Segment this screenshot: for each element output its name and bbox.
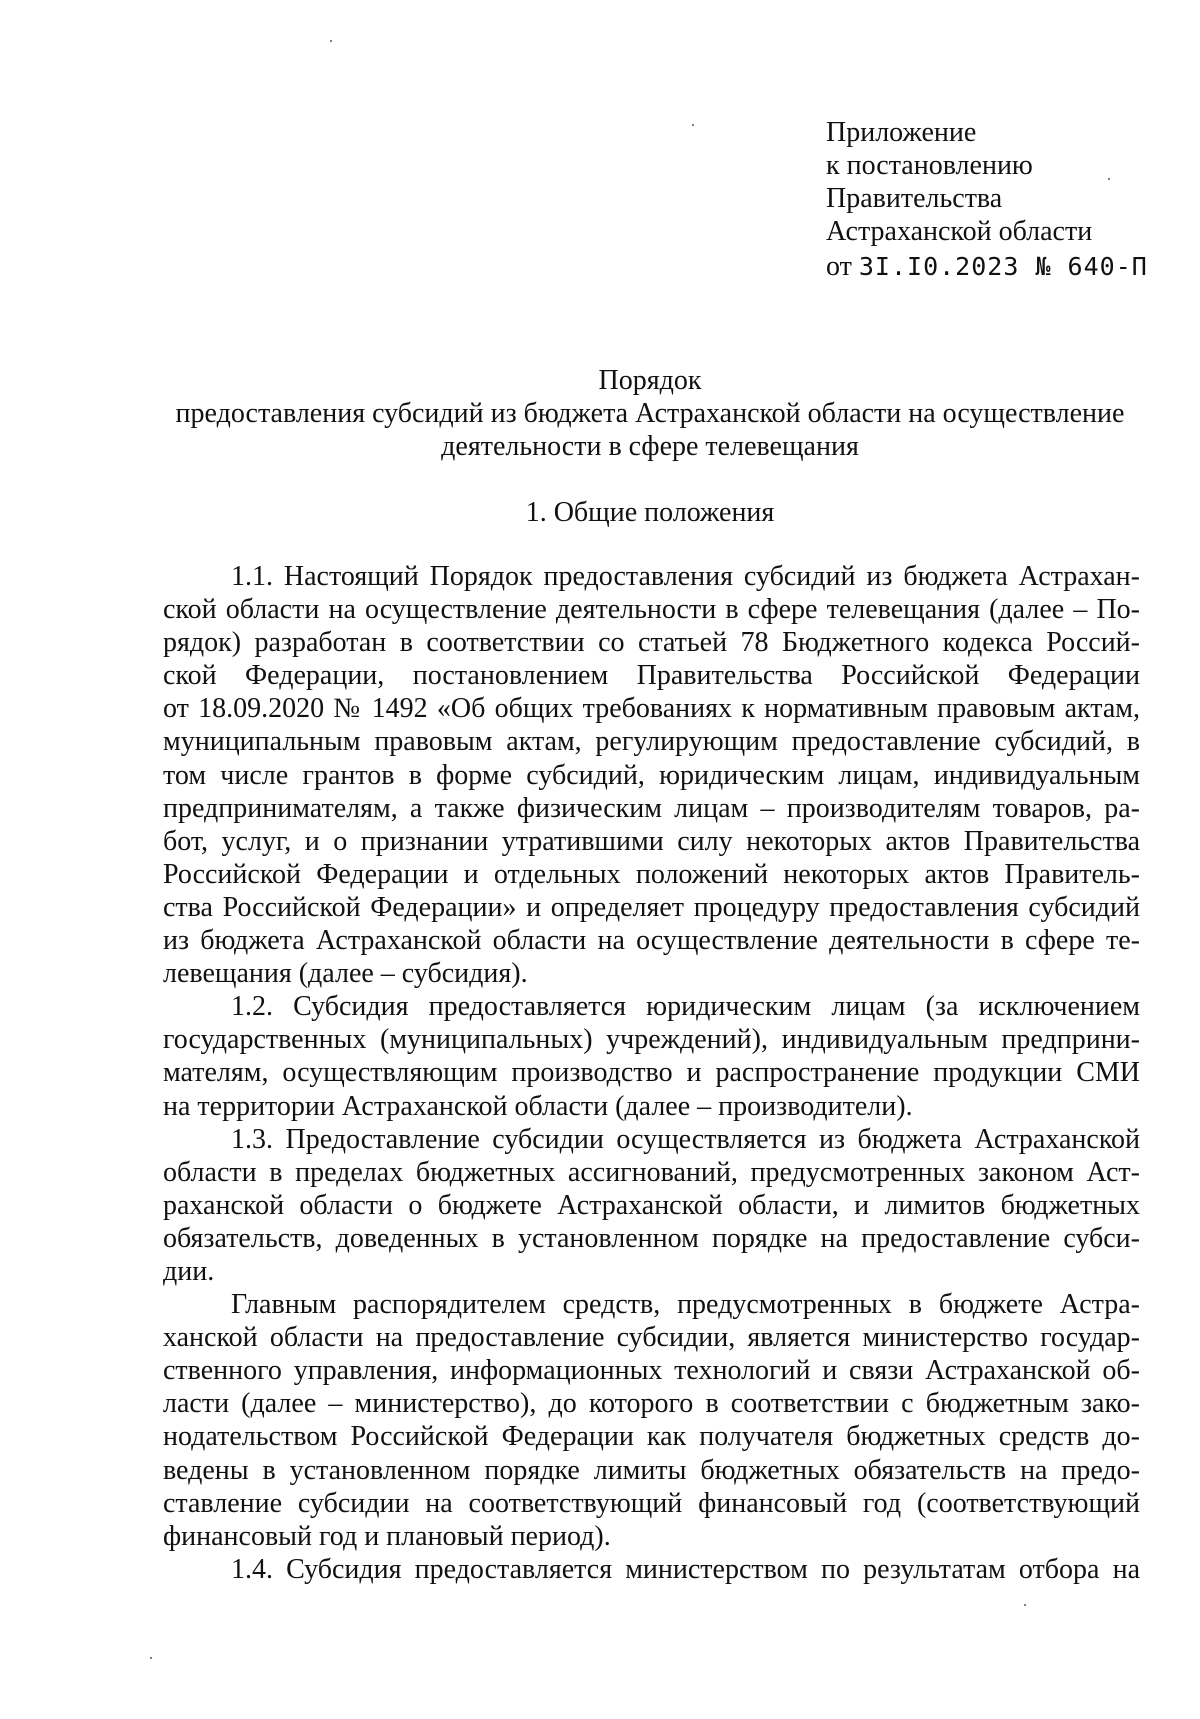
stamp-line-government: Правительства <box>826 183 1003 214</box>
appendix-stamp <box>826 116 1148 283</box>
stamp-date-number: 3I.I0.2023 № 640-П <box>858 252 1148 281</box>
stamp-line-region: Астраханской области <box>826 216 1093 247</box>
body-line: на территории Астраханской области (далее – производители). <box>163 1090 913 1122</box>
section-heading: 1. Общие положения <box>525 497 775 528</box>
body-line: ства Российской Федерации» и определяет процедуру предоставления субсидий <box>163 891 1140 923</box>
body-line: дии. <box>163 1255 215 1287</box>
body-line: обязательств, доведенных в установленном порядке на предоставление субси- <box>163 1222 1140 1254</box>
body-line: рядок) разработан в соответствии со статьей 78 Бюджетного кодекса Россий- <box>163 627 1140 659</box>
stamp-line-appendix: Приложение <box>826 117 977 148</box>
body-line: нодательством Российской Федерации как получателя бюджетных средств до- <box>163 1421 1140 1453</box>
scan-speck <box>692 124 694 126</box>
document-title <box>160 364 1140 463</box>
scan-speck <box>1108 178 1110 180</box>
body-line: Главным распорядителем средств, предусмотренных в бюджете Астра- <box>231 1289 1140 1321</box>
body-line: ской области на осуществление деятельности в сфере телевещания (далее – По- <box>163 594 1140 626</box>
body-line: Российской Федерации и отдельных положений некоторых актов Правитель- <box>163 858 1140 890</box>
body-line: 1.2. Субсидия предоставляется юридическим лицам (за исключением <box>231 991 1140 1023</box>
body-line: предпринимателям, а также физическим лицам – производителям товаров, ра- <box>163 792 1140 824</box>
body-line: ставление субсидии на соответствующий финансовый год (соответствующий <box>163 1487 1140 1519</box>
scan-speck <box>330 40 332 42</box>
stamp-date-prefix: от <box>826 251 852 282</box>
body-line: муниципальным правовым актам, регулирующим предоставление субсидий, в <box>163 726 1140 758</box>
body-line: финансовый год и плановый период). <box>163 1520 611 1552</box>
stamp-date-line <box>826 250 1148 283</box>
body-line: бот, услуг, и о признании утратившими силу некоторых актов Правительства <box>163 825 1140 857</box>
body-line: мателям, осуществляющим производство и распространение продукции СМИ <box>163 1057 1140 1089</box>
stamp-line-resolution: к постановлению <box>826 150 1033 181</box>
body-line: ласти (далее – министерство), до которого в соответствии с бюджетным зако- <box>163 1388 1140 1420</box>
scan-speck <box>150 1657 152 1659</box>
body-line: ханской области на предоставление субсидии, является министерство государ- <box>163 1322 1140 1354</box>
body-line: 1.4. Субсидия предоставляется министерством по результатам отбора на <box>231 1553 1140 1585</box>
title-line-2: предоставления субсидий из бюджета Астраханской области на осуществление <box>175 398 1125 429</box>
body-line: от 18.09.2020 № 1492 «Об общих требованиях к нормативным правовым актам, <box>163 693 1140 725</box>
body-text <box>163 560 1140 1586</box>
body-line: 1.1. Настоящий Порядок предоставления субсидий из бюджета Астрахан- <box>231 561 1140 592</box>
body-line: области в пределах бюджетных ассигнований, предусмотренных законом Аст- <box>163 1156 1140 1188</box>
body-line: 1.3. Предоставление субсидии осуществляется из бюджета Астраханской <box>231 1123 1140 1155</box>
scan-speck <box>1024 1604 1026 1606</box>
body-line: том числе грантов в форме субсидий, юридическим лицам, индивидуальным <box>163 759 1140 791</box>
body-line: государственных (муниципальных) учреждений), индивидуальным предприни- <box>163 1024 1140 1056</box>
body-line: левещания (далее – субсидия). <box>163 958 528 990</box>
body-line: ской Федерации, постановлением Правительства Российской Федерации <box>163 660 1140 692</box>
body-line: ственного управления, информационных технологий и связи Астраханской об- <box>163 1355 1140 1387</box>
body-line: раханской области о бюджете Астраханской области, и лимитов бюджетных <box>163 1189 1140 1221</box>
title-line-1: Порядок <box>598 365 702 396</box>
title-line-3: деятельности в сфере телевещания <box>441 431 859 462</box>
body-line: ведены в установленном порядке лимиты бюджетных обязательств на предо- <box>163 1454 1140 1486</box>
body-line: из бюджета Астраханской области на осуществление деятельности в сфере те- <box>163 925 1140 957</box>
